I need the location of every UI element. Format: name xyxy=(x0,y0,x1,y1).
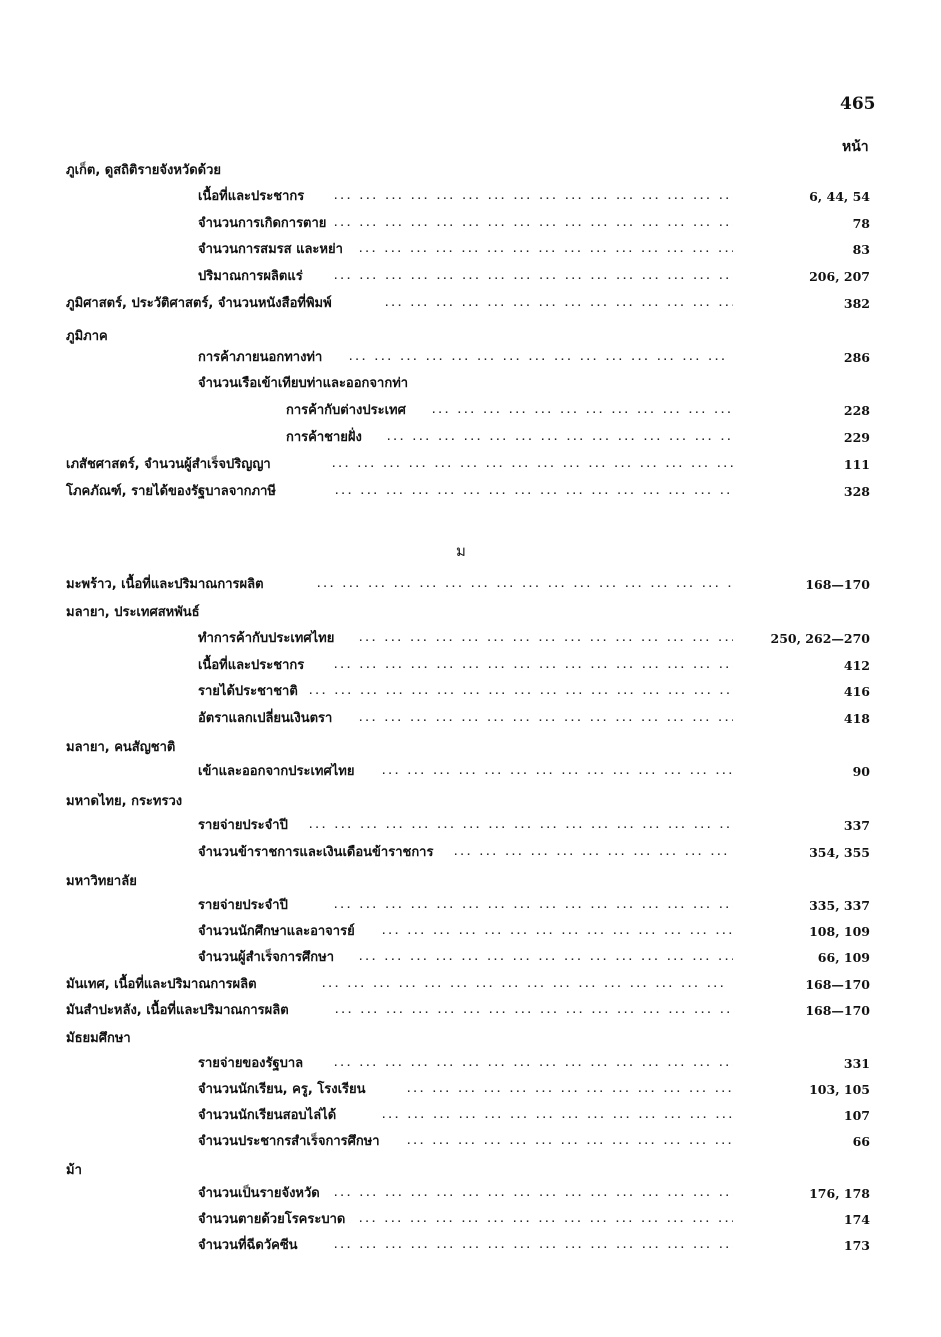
entry-page: 328 xyxy=(843,484,870,499)
dot-leader xyxy=(406,1079,733,1101)
index-entry xyxy=(286,400,870,422)
dot-leader xyxy=(331,454,733,476)
entry-page: 90 xyxy=(852,764,870,779)
index-entry xyxy=(198,842,870,864)
entry-page: 66, 109 xyxy=(817,950,870,965)
index-entry xyxy=(198,921,870,943)
dot-leader xyxy=(334,481,733,503)
entry-page: 107 xyxy=(843,1108,870,1123)
section-letter: ม xyxy=(456,542,466,560)
entry-label: จำนวนนักศึกษาและอาจารย์ xyxy=(198,924,355,939)
index-entry xyxy=(198,1209,870,1231)
index-entry xyxy=(198,266,870,288)
index-heading: มลายา, ประเทศสหพันธ์ xyxy=(66,605,200,620)
entry-page: 354, 355 xyxy=(809,845,870,860)
entry-label: เนื้อที่และประชากร xyxy=(198,658,305,673)
entry-page: 168—170 xyxy=(805,577,870,592)
entry-page: 168—170 xyxy=(805,1003,870,1018)
dot-leader xyxy=(358,947,733,969)
dot-leader xyxy=(381,761,733,783)
dot-leader xyxy=(333,266,733,288)
index-entry xyxy=(66,454,870,476)
entry-page: 173 xyxy=(843,1238,870,1253)
index-entry xyxy=(198,815,870,837)
entry-page: 6, 44, 54 xyxy=(809,189,870,204)
index-heading: มัธยมศึกษา xyxy=(66,1031,131,1046)
entry-label: เข้าและออกจากประเทศไทย xyxy=(198,764,355,779)
dot-leader xyxy=(384,293,733,315)
index-entry xyxy=(198,1131,870,1153)
page-column-header: หน้า xyxy=(842,139,869,155)
dot-leader xyxy=(333,186,733,208)
entry-page: 331 xyxy=(843,1056,870,1071)
dot-leader xyxy=(348,347,733,369)
entry-label: มะพร้าว, เนื้อที่และปริมาณการผลิต xyxy=(66,577,264,592)
entry-label: จำนวนประชากรสำเร็จการศึกษา xyxy=(198,1134,380,1149)
entry-page: 335, 337 xyxy=(809,898,870,913)
dot-leader xyxy=(406,1131,733,1153)
entry-page: 78 xyxy=(852,216,870,231)
entry-label: ภูมิศาสตร์, ประวัติศาสตร์, จำนวนหนังสือที่พิมพ์ xyxy=(66,296,332,311)
entry-page: 83 xyxy=(852,242,870,257)
entry-page: 337 xyxy=(843,818,870,833)
entry-label: จำนวนนักเรียนสอบไล่ได้ xyxy=(198,1108,337,1123)
index-heading: มลายา, คนสัญชาติ xyxy=(66,740,176,755)
entry-label: จำนวนการเกิดการตาย xyxy=(198,216,327,231)
entry-label: การค้ากับต่างประเทศ xyxy=(286,403,406,418)
entry-label: มันเทศ, เนื้อที่และปริมาณการผลิต xyxy=(66,977,257,992)
entry-page: 228 xyxy=(843,403,870,418)
entry-label: โภคภัณฑ์, รายได้ของรัฐบาลจากภาษี xyxy=(66,484,276,499)
entry-page: 174 xyxy=(843,1212,870,1227)
entry-label: รายจ่ายประจำปี xyxy=(198,818,288,833)
dot-leader xyxy=(358,628,733,650)
dot-leader xyxy=(453,842,733,864)
entry-label: มันสำปะหลัง, เนื้อที่และปริมาณการผลิต xyxy=(66,1003,289,1018)
index-entry xyxy=(198,628,870,650)
index-entry xyxy=(198,1183,870,1205)
entry-page: 412 xyxy=(843,658,870,673)
entry-page: 168—170 xyxy=(805,977,870,992)
index-entry xyxy=(198,1079,870,1101)
dot-leader xyxy=(381,921,733,943)
index-entry xyxy=(198,681,870,703)
dot-leader xyxy=(333,213,733,235)
index-entry xyxy=(66,1000,870,1022)
entry-label: อัตราแลกเปลี่ยนเงินตรา xyxy=(198,711,333,726)
dot-leader xyxy=(333,895,733,917)
index-entry xyxy=(66,293,870,315)
entry-label: จำนวนการสมรส และหย่า xyxy=(198,242,343,257)
index-entry xyxy=(286,427,870,449)
index-heading: ภูมิภาค xyxy=(66,329,108,344)
index-entry xyxy=(198,239,870,261)
entry-page: 108, 109 xyxy=(809,924,870,939)
entry-label: จำนวนข้าราชการและเงินเดือนข้าราชการ xyxy=(198,845,434,860)
index-entry xyxy=(66,574,870,596)
dot-leader xyxy=(358,239,733,261)
index-entry xyxy=(198,186,870,208)
index-entry xyxy=(198,708,870,730)
index-entry xyxy=(66,481,870,503)
entry-page: 418 xyxy=(843,711,870,726)
entry-label: จำนวนนักเรียน, ครู, โรงเรียน xyxy=(198,1082,366,1097)
dot-leader xyxy=(334,1000,733,1022)
page-number: 465 xyxy=(840,94,876,114)
entry-label: จำนวนเรือเข้าเทียบท่าและออกจากท่า xyxy=(198,376,409,391)
entry-label: การค้าชายฝั่ง xyxy=(286,430,362,445)
index-entry xyxy=(198,1235,870,1257)
dot-leader xyxy=(333,1235,733,1257)
index-heading: ม้า xyxy=(66,1163,82,1178)
index-entry xyxy=(198,347,870,369)
dot-leader xyxy=(358,708,733,730)
index-heading: มหาดไทย, กระทรวง xyxy=(66,794,183,809)
entry-page: 66 xyxy=(852,1134,870,1149)
index-heading: มหาวิทยาลัย xyxy=(66,874,137,889)
entry-label: จำนวนผู้สำเร็จการศึกษา xyxy=(198,950,335,965)
index-entry xyxy=(198,947,870,969)
entry-label: เนื้อที่และประชากร xyxy=(198,189,305,204)
index-entry xyxy=(198,373,870,395)
entry-label: รายได้ประชาชาติ xyxy=(198,684,298,699)
dot-leader xyxy=(308,681,733,703)
entry-page: 176, 178 xyxy=(809,1186,870,1201)
entry-label: ทำการค้ากับประเทศไทย xyxy=(198,631,335,646)
dot-leader xyxy=(321,974,733,996)
entry-label: ปริมาณการผลิตแร่ xyxy=(198,269,303,284)
entry-page: 229 xyxy=(843,430,870,445)
entry-label: เภสัชศาสตร์, จำนวนผู้สำเร็จปริญญา xyxy=(66,457,271,472)
entry-label: รายจ่ายประจำปี xyxy=(198,898,288,913)
entry-page: 416 xyxy=(843,684,870,699)
dot-leader xyxy=(381,1105,733,1127)
dot-leader xyxy=(333,1183,733,1205)
entry-page: 206, 207 xyxy=(809,269,870,284)
index-entry xyxy=(198,213,870,235)
index-entry xyxy=(198,655,870,677)
entry-label: การค้าภายนอกทางท่า xyxy=(198,350,323,365)
dot-leader xyxy=(308,815,733,837)
entry-label: รายจ่ายของรัฐบาล xyxy=(198,1056,304,1071)
index-entry xyxy=(198,761,870,783)
entry-label: จำนวนตายด้วยโรคระบาด xyxy=(198,1212,346,1227)
dot-leader xyxy=(358,1209,733,1231)
dot-leader xyxy=(431,400,733,422)
entry-page: 250, 262—270 xyxy=(770,631,870,646)
entry-page: 111 xyxy=(843,457,870,472)
index-heading: ภูเก็ต, ดูสถิติรายจังหวัดด้วย xyxy=(66,163,222,178)
index-entry xyxy=(66,974,870,996)
entry-page: 103, 105 xyxy=(809,1082,870,1097)
index-entry xyxy=(198,895,870,917)
entry-page: 382 xyxy=(843,296,870,311)
entry-page: 286 xyxy=(843,350,870,365)
dot-leader xyxy=(386,427,733,449)
dot-leader xyxy=(333,655,733,677)
dot-leader xyxy=(316,574,733,596)
entry-label: จำนวนเป็นรายจังหวัด xyxy=(198,1186,320,1201)
entry-label: จำนวนที่ฉีดวัคซีน xyxy=(198,1238,298,1253)
index-entry xyxy=(198,1105,870,1127)
dot-leader xyxy=(333,1053,733,1075)
index-entry xyxy=(198,1053,870,1075)
